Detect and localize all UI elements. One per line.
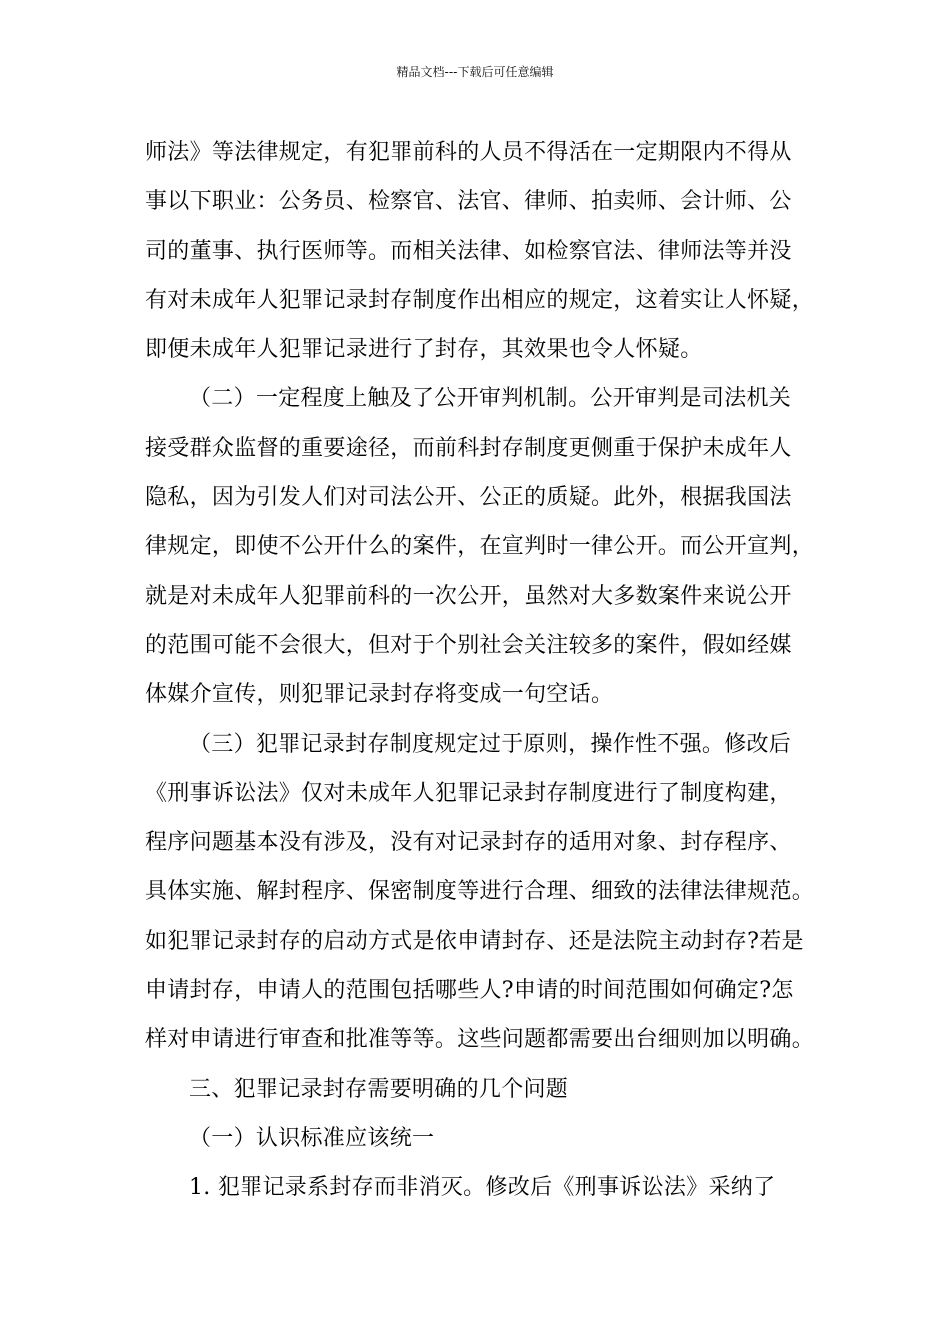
text-line: 程序问题基本没有涉及，没有对记录封存的适用对象、封存程序、: [145, 830, 792, 856]
text-line: 样对申请进行审查和批准等等。这些问题都需要出台细则加以明确。: [145, 1027, 815, 1053]
subsection-heading: （一）认识标准应该统一: [189, 1125, 435, 1151]
text-line: 司的董事、执行医师等。而相关法律、如检察官法、律师法等并没: [145, 238, 792, 264]
text-line: 体媒介宣传，则犯罪记录封存将变成一句空话。: [145, 682, 614, 708]
text-line: 隐私，因为引发人们对司法公开、公正的质疑。此外，根据我国法: [145, 485, 792, 511]
page-header: 精品文档---下载后可任意编辑: [396, 65, 554, 79]
document-body: [145, 128, 825, 1213]
text-line: 具体实施、解封程序、保密制度等进行合理、细致的法律法律规范。: [145, 879, 815, 905]
text-line: 《刑事诉讼法》仅对未成年人犯罪记录封存制度进行了制度构建，: [145, 780, 792, 806]
text-line: 事以下职业：公务员、检察官、法官、律师、拍卖师、会计师、公: [145, 189, 792, 215]
text-line: 律规定，即使不公开什么的案件，在宣判时一律公开。而公开宣判，: [145, 534, 815, 560]
text-line: 如犯罪记录封存的启动方式是依申请封存、还是法院主动封存?若是: [145, 928, 804, 954]
text-line: 师法》等法律规定，有犯罪前科的人员不得活在一定期限内不得从: [145, 140, 792, 165]
text-line: 的范围可能不会很大，但对于个别社会关注较多的案件，假如经媒: [145, 632, 792, 658]
text-line: 申请封存，申请人的范围包括哪些人?申请的时间范围如何确定?怎: [145, 978, 794, 1004]
paragraph-start-line: （三）犯罪记录封存制度规定过于原则，操作性不强。修改后: [189, 731, 792, 757]
text-line: 有对未成年人犯罪记录封存制度作出相应的规定，这着实让人怀疑，: [145, 287, 815, 313]
paragraph-start-line: 1. 犯罪记录系封存而非消灭。修改后《刑事诉讼法》采纳了: [189, 1175, 776, 1201]
section-heading: 三、犯罪记录封存需要明确的几个问题: [189, 1076, 569, 1102]
text-line: 就是对未成年人犯罪前科的一次公开，虽然对大多数案件来说公开: [145, 583, 792, 609]
paragraph-start-line: （二）一定程度上触及了公开审判机制。公开审判是司法机关: [189, 386, 792, 412]
text-line: 接受群众监督的重要途径，而前科封存制度更侧重于保护未成年人: [145, 435, 792, 461]
text-line: 即便未成年人犯罪记录进行了封存，其效果也令人怀疑。: [145, 337, 703, 363]
